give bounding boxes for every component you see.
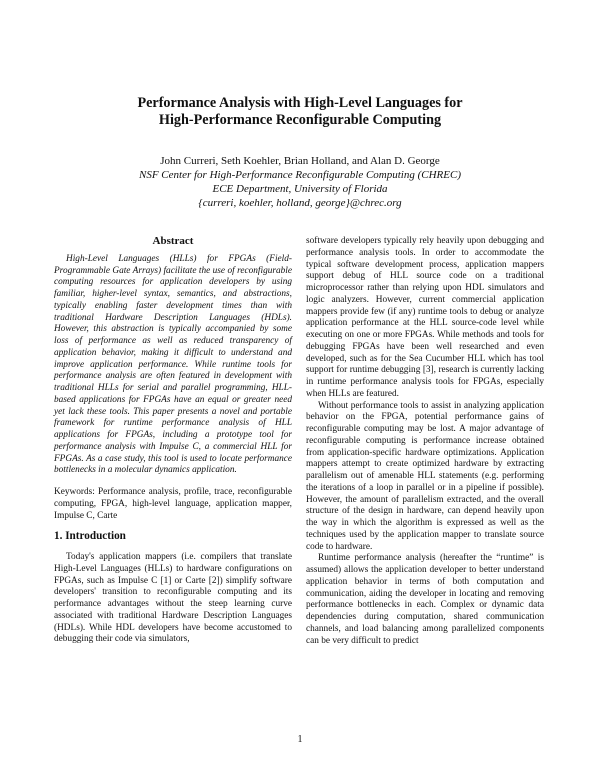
title-line-2: High-Performance Reconfigurable Computing bbox=[158, 112, 442, 128]
right-paragraph-3: Runtime performance analysis (hereafter the “runtime” is assumed) allows the application developer to better understand application behavior in terms of both computation and communication, aiding the developer in locating and removing performance bottlenecks in each. Complex or dynamic data dependencies during computation, shared communication channels, and load balancing among parallelized components can be very difficult to predict bbox=[306, 553, 544, 646]
right-paragraph-1: software developers typically rely heavily upon debugging and performance analysis tools. In order to accommodate the typical software development process, application mappers support debug of HLL source code on a traditional microprocessor rather than relying upon HDL simulators and logic analyzers. However, current commercial application mappers provide few (if any) runtime tools to debug or analyze application performance at the HLL source-code level while executing on one or more FPGAs. While methods and tools for debugging FPGAs have been well researched and even developed, such as for the Sea Cucumber HLL which has tool support for runtime debugging [3], research is currently lacking in runtime performance analysis tools for FPGAs, especially when HLLs are featured. bbox=[306, 236, 544, 399]
keywords: Keywords: Performance analysis, profile, trace, reconfigurable computing, FPGA, high-level language, application mapper, Impulse C, Carte bbox=[54, 487, 292, 521]
abstract-heading: Abstract bbox=[152, 235, 194, 247]
right-column bbox=[306, 236, 544, 647]
paper-title bbox=[70, 95, 530, 129]
section-1-heading: 1. Introduction bbox=[54, 530, 126, 543]
affiliation-2: ECE Department, University of Florida bbox=[212, 183, 388, 195]
affiliation-1: NSF Center for High-Performance Reconfigurable Computing (CHREC) bbox=[138, 169, 461, 181]
title-line-1: Performance Analysis with High-Level Languages for bbox=[137, 95, 463, 111]
author-names: John Curreri, Seth Koehler, Brian Holland, and Alan D. George bbox=[160, 155, 440, 167]
right-paragraph-2: Without performance tools to assist in analyzing application behavior on the FPGA, potential performance gains of reconfigurable computing may be lost. A major advantage of reconfigurable computing is performance increase obtained from application-specific hardware optimizations. Application mappers attempt to create optimized hardware by extracting parallelism out of amenable HLL statements (e.g. performing the iterations of a loop in parallel or in a pipeline if possible). However, the amount of parallelism extracted, and the overall structure of the design in hardware, can depend heavily upon the way in which the algorithm is expressed as well as the techniques used by the application mapper to translate source code to hardware. bbox=[306, 400, 544, 552]
page-number: 1 bbox=[297, 734, 303, 745]
left-column bbox=[54, 236, 292, 646]
abstract-text: High-Level Languages (HLLs) for FPGAs (Field-Programmable Gate Arrays) facilitate the use of reconfigurable computing resources for application developers by using familiar, higher-level syntax, semantics, and abstractions, typically enabling faster development times than with traditional Hardware Description Languages (HDLs). However, this abstraction is typically accompanied by some loss of performance as well as reduced transparency of application behavior, making it difficult to understand and improve application performance. While runtime tools for performance analysis are often featured in development with traditional HLLs for serial and parallel programming, HLL-based applications for FPGAs have an equal or greater need yet lack these tools. This paper presents a novel and portable framework for runtime performance analysis of HLL applications for FPGAs, including a prototype tool for performance analysis with Impulse C, a commercial HLL for FPGAs. As a case study, this tool is used to locate performance bottlenecks in a molecular dynamics application. bbox=[54, 253, 292, 476]
author-email: {curreri, koehler, holland, george}@chrec.org bbox=[198, 197, 402, 209]
author-block bbox=[60, 154, 540, 210]
intro-paragraph-1: Today's application mappers (i.e. compilers that translate High-Level Languages (HLLs) to hardware configurations on FPGAs, such as Impulse C [1] or Carte [2]) simplify software developers' transition to reconfigurable computing and its performance advantages without the steep learning curve associated with traditional Hardware Description Languages (HDLs). While HDL developers have become accustomed to debugging their code via simulators, bbox=[54, 552, 292, 645]
